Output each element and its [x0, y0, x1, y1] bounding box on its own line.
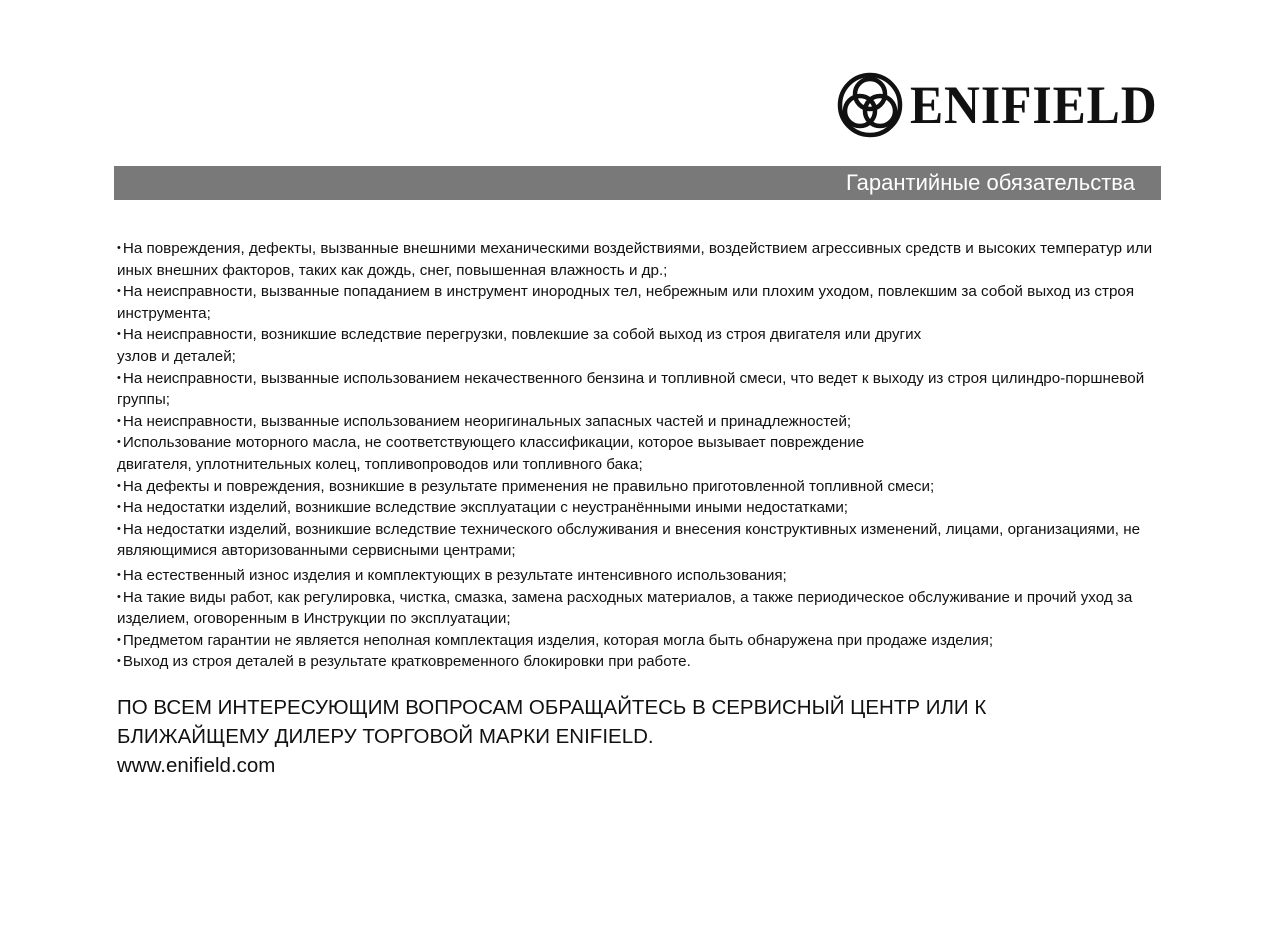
contact-notice-line1: ПО ВСЕМ ИНТЕРЕСУЮЩИМ ВОПРОСАМ ОБРАЩАЙТЕСЬ В СЕРВИСНЫЙ ЦЕНТР ИЛИ К	[117, 696, 987, 719]
list-item: • На неисправности, вызванные использованием неоригинальных запасных частей и принадлежностей;	[117, 412, 852, 430]
website-link[interactable]: www.enifield.com	[117, 754, 276, 777]
list-item: • На недостатки изделий, возникшие вследствие эксплуатации с неустранёнными иными недостатками;	[117, 499, 849, 517]
list-item: • Использование моторного масла, не соответствующего классификации, которое вызывает повреждение двигателя, уплотнительных колец, топливопроводов или топливного бака;	[117, 434, 865, 473]
section-banner	[114, 166, 1161, 200]
list-item: • На естественный износ изделия и комплектующих в результате интенсивного использования;	[117, 566, 787, 584]
list-item: • На неисправности, вызванные использованием некачественного бензина и топливной смеси, что ведет к выходу из строя цилиндро-поршневой группы;	[117, 369, 1145, 409]
contact-footer	[117, 693, 986, 780]
brand-logo	[836, 72, 1179, 138]
list-item: • На неисправности, возникшие вследствие перегрузки, повлекшие за собой выход из строя двигателя или других узлов и деталей;	[117, 326, 922, 365]
page-title: Гарантийные обязательства	[846, 170, 1135, 195]
list-item: • Предметом гарантии не является неполная комплектация изделия, которая могла быть обнаружена при продаже изделия;	[117, 631, 994, 649]
list-item: • На повреждения, дефекты, вызванные внешними механическими воздействиями, воздействием агрессивных средств и высоких температур или иных внешних факторов, таких как дождь, снег, повышенная влажность и др.;	[117, 240, 1153, 279]
list-item: • На недостатки изделий, возникшие вследствие технического обслуживания и внесения конструктивных изменений, лицами, организациями, не являющимися авторизованными сервисными центрами;	[117, 520, 1141, 560]
warranty-exclusions-list	[117, 238, 1187, 673]
enifield-emblem-icon	[836, 72, 904, 138]
list-item: • На дефекты и повреждения, возникшие в результате применения не правильно приготовленной топливной смеси;	[117, 477, 935, 495]
brand-name: ENIFIELD	[910, 75, 1158, 135]
contact-notice-line2: БЛИЖАЙЩЕМУ ДИЛЕРУ ТОРГОВОЙ МАРКИ ENIFIELD.	[117, 725, 654, 748]
list-item: • Выход из строя деталей в результате кратковременного блокировки при работе.	[117, 653, 691, 671]
list-item: • На такие виды работ, как регулировка, чистка, смазка, замена расходных материалов, а также периодическое обслуживание и прочий уход за изделием, оговоренным в Инструкции по эксплуатации;	[117, 588, 1133, 628]
list-item: • На неисправности, вызванные попаданием в инструмент инородных тел, небрежным или плохим уходом, повлекшим за собой выход из строя инструмента;	[117, 283, 1135, 322]
